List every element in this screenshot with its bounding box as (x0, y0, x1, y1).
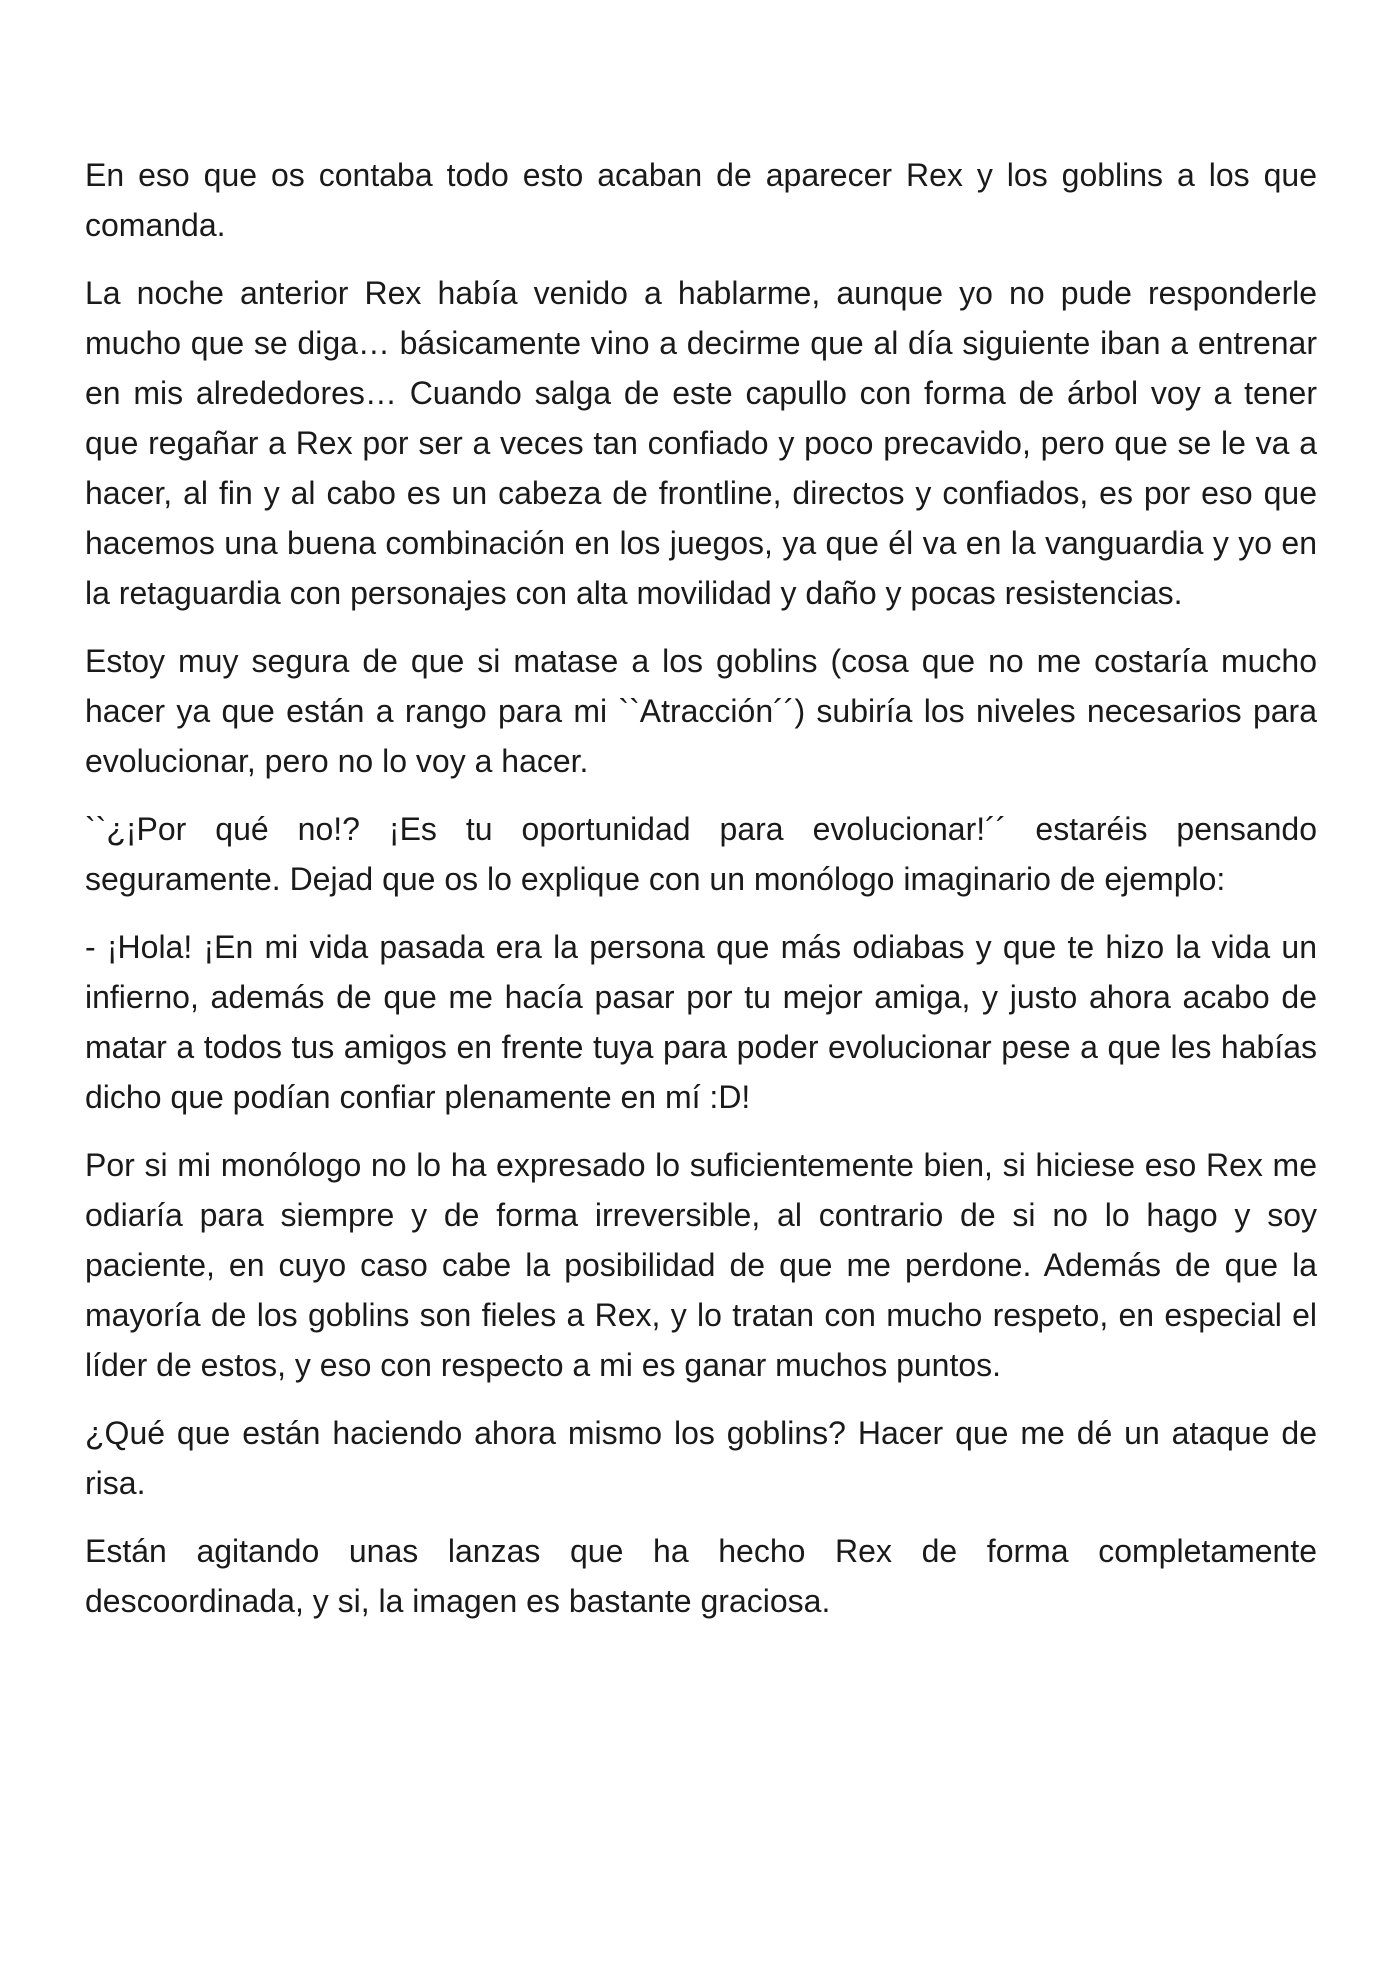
paragraph: Están agitando unas lanzas que ha hecho Rex de forma completamente descoordinada, y si, la imagen es bastante graciosa. (85, 1533, 1317, 1619)
paragraph: Por si mi monólogo no lo ha expresado lo suficientemente bien, si hiciese eso Rex me odiaría para siempre y de forma irreversible, al contrario de si no lo hago y soy paciente, en cuyo caso cabe la posibilidad de que me perdone. Además de que la mayoría de los goblins son fieles a Rex, y lo tratan con mucho respeto, en especial el líder de estos, y eso con respecto a mi es ganar muchos puntos. (85, 1147, 1317, 1383)
paragraph: ¿Qué que están haciendo ahora mismo los goblins? Hacer que me dé un ataque de risa. (85, 1415, 1317, 1501)
paragraph: ``¿¡Por qué no!? ¡Es tu oportunidad para evolucionar!´´ estaréis pensando seguramente. Dejad que os lo explique con un monólogo imaginario de ejemplo: (85, 811, 1317, 897)
paragraph: - ¡Hola! ¡En mi vida pasada era la persona que más odiabas y que te hizo la vida un infierno, además de que me hacía pasar por tu mejor amiga, y justo ahora acabo de matar a todos tus amigos en frente tuya para poder evolucionar pese a que les habías dicho que podían confiar plenamente en mí :D! (85, 929, 1317, 1115)
document-body (85, 150, 1317, 1644)
paragraph: Estoy muy segura de que si matase a los goblins (cosa que no me costaría mucho hacer ya que están a rango para mi ``Atracción´´) subiría los niveles necesarios para evolucionar, pero no lo voy a hacer. (85, 643, 1317, 779)
paragraph: La noche anterior Rex había venido a hablarme, aunque yo no pude responderle mucho que se diga… básicamente vino a decirme que al día siguiente iban a entrenar en mis alrededores… Cuando salga de este capullo con forma de árbol voy a tener que regañar a Rex por ser a veces tan confiado y poco precavido, pero que se le va a hacer, al fin y al cabo es un cabeza de frontline, directos y confiados, es por eso que hacemos una buena combinación en los juegos, ya que él va en la vanguardia y yo en la retaguardia con personajes con alta movilidad y daño y pocas resistencias. (85, 275, 1317, 611)
paragraph: En eso que os contaba todo esto acaban de aparecer Rex y los goblins a los que comanda. (85, 157, 1317, 243)
